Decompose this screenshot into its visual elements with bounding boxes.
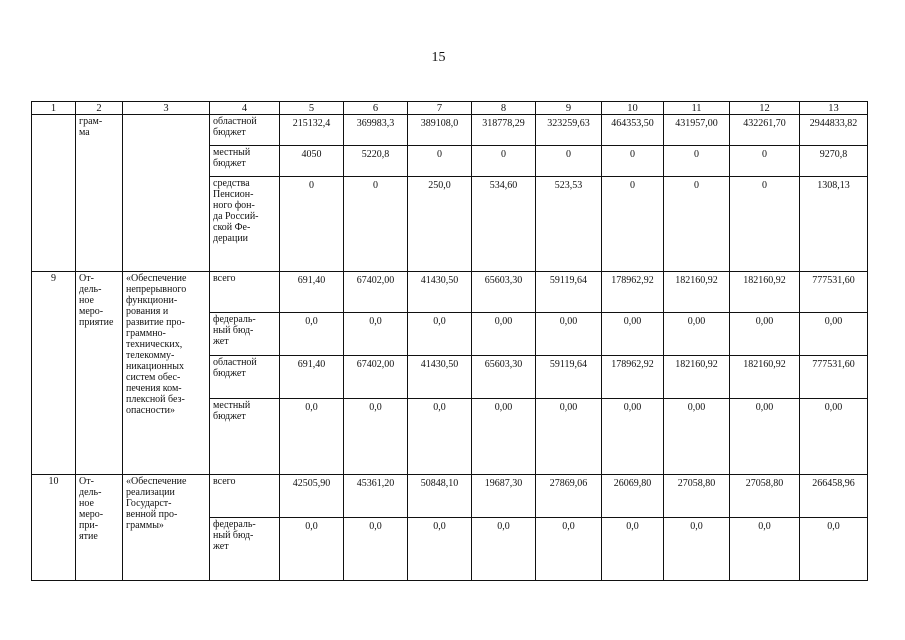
table-row	[32, 115, 868, 146]
value-cell: 389108,0	[408, 115, 472, 146]
value-cell: 0,0	[280, 518, 344, 581]
value-cell: 0	[344, 177, 408, 272]
value-cell: 0,0	[280, 399, 344, 475]
value-cell: 0,0	[664, 518, 730, 581]
value-cell: 318778,29	[472, 115, 536, 146]
value-cell: 27058,80	[730, 475, 800, 518]
value-cell: 42505,90	[280, 475, 344, 518]
value-cell: 0,00	[664, 313, 730, 356]
item-name-cell	[123, 115, 210, 272]
value-cell: 464353,50	[602, 115, 664, 146]
value-cell: 0,00	[664, 399, 730, 475]
value-cell: 0	[730, 146, 800, 177]
value-cell: 0,00	[730, 399, 800, 475]
value-cell: 9270,8	[800, 146, 868, 177]
value-cell: 0,0	[800, 518, 868, 581]
value-cell: 27058,80	[664, 475, 730, 518]
funding-source-cell: средства Пенсион- ного фон- да Россий- ской Фе- дерации	[210, 177, 280, 272]
value-cell: 1308,13	[800, 177, 868, 272]
value-cell: 369983,3	[344, 115, 408, 146]
value-cell: 27869,06	[536, 475, 602, 518]
value-cell: 178962,92	[602, 272, 664, 313]
value-cell: 0	[602, 177, 664, 272]
funding-source-cell: всего	[210, 272, 280, 313]
value-cell: 41430,50	[408, 356, 472, 399]
value-cell: 0	[602, 146, 664, 177]
value-cell: 0,0	[408, 399, 472, 475]
value-cell: 777531,60	[800, 272, 868, 313]
value-cell: 182160,92	[730, 272, 800, 313]
funding-source-cell: местный бюджет	[210, 146, 280, 177]
page-number: 15	[431, 50, 446, 65]
value-cell: 0,00	[536, 313, 602, 356]
value-cell: 65603,30	[472, 356, 536, 399]
item-name-cell: «Обеспечение реализации Государст- венной про- граммы»	[123, 475, 210, 581]
value-cell: 323259,63	[536, 115, 602, 146]
value-cell: 0	[472, 146, 536, 177]
value-cell: 0	[280, 177, 344, 272]
value-cell: 0,00	[730, 313, 800, 356]
funding-source-cell: местный бюджет	[210, 399, 280, 475]
value-cell: 0,0	[344, 518, 408, 581]
value-cell: 182160,92	[664, 272, 730, 313]
table-row	[32, 272, 868, 313]
item-name-cell: «Обеспечение непрерывного функциони- рования и развитие про- граммно- технических, телекомму- никационных систем обес- печения ком- плексной без- опасности»	[123, 272, 210, 475]
value-cell: 0,00	[800, 399, 868, 475]
value-cell: 178962,92	[602, 356, 664, 399]
value-cell: 777531,60	[800, 356, 868, 399]
value-cell: 0,00	[472, 313, 536, 356]
value-cell: 0,0	[602, 518, 664, 581]
value-cell: 182160,92	[664, 356, 730, 399]
value-cell: 691,40	[280, 356, 344, 399]
value-cell: 67402,00	[344, 356, 408, 399]
value-cell: 41430,50	[408, 272, 472, 313]
item-type-cell: грам- ма	[76, 115, 123, 272]
value-cell: 691,40	[280, 272, 344, 313]
column-header: 8	[472, 102, 536, 115]
value-cell: 0,0	[536, 518, 602, 581]
column-header: 11	[664, 102, 730, 115]
value-cell: 0,00	[536, 399, 602, 475]
value-cell: 432261,70	[730, 115, 800, 146]
funding-source-cell: областной бюджет	[210, 115, 280, 146]
value-cell: 0	[408, 146, 472, 177]
value-cell: 59119,64	[536, 272, 602, 313]
column-header: 4	[210, 102, 280, 115]
value-cell: 26069,80	[602, 475, 664, 518]
value-cell: 0,00	[472, 399, 536, 475]
column-header: 9	[536, 102, 602, 115]
value-cell: 67402,00	[344, 272, 408, 313]
value-cell: 19687,30	[472, 475, 536, 518]
value-cell: 0,0	[280, 313, 344, 356]
value-cell: 0,00	[602, 399, 664, 475]
value-cell: 4050	[280, 146, 344, 177]
column-header: 1	[32, 102, 76, 115]
column-header: 10	[602, 102, 664, 115]
row-number-cell: 10	[32, 475, 76, 581]
column-header: 5	[280, 102, 344, 115]
column-header: 2	[76, 102, 123, 115]
value-cell: 65603,30	[472, 272, 536, 313]
row-number-cell	[32, 115, 76, 272]
column-header: 3	[123, 102, 210, 115]
value-cell: 0	[664, 177, 730, 272]
value-cell: 431957,00	[664, 115, 730, 146]
value-cell: 0	[664, 146, 730, 177]
item-type-cell: От- дель- ное меро- при- ятие	[76, 475, 123, 581]
item-type-cell: От- дель- ное меро- приятие	[76, 272, 123, 475]
value-cell: 0,0	[408, 518, 472, 581]
funding-source-cell: областной бюджет	[210, 356, 280, 399]
value-cell: 0	[730, 177, 800, 272]
value-cell: 0,0	[344, 313, 408, 356]
funding-source-cell: федераль- ный бюд- жет	[210, 313, 280, 356]
column-header: 6	[344, 102, 408, 115]
value-cell: 45361,20	[344, 475, 408, 518]
value-cell: 0	[536, 146, 602, 177]
value-cell: 182160,92	[730, 356, 800, 399]
column-header: 13	[800, 102, 868, 115]
funding-source-cell: федераль- ный бюд- жет	[210, 518, 280, 581]
value-cell: 215132,4	[280, 115, 344, 146]
value-cell: 59119,64	[536, 356, 602, 399]
value-cell: 250,0	[408, 177, 472, 272]
value-cell: 0,0	[472, 518, 536, 581]
value-cell: 266458,96	[800, 475, 868, 518]
value-cell: 0,00	[800, 313, 868, 356]
value-cell: 0,0	[408, 313, 472, 356]
value-cell: 0,0	[344, 399, 408, 475]
value-cell: 0,00	[602, 313, 664, 356]
row-number-cell: 9	[32, 272, 76, 475]
value-cell: 534,60	[472, 177, 536, 272]
column-header: 12	[730, 102, 800, 115]
column-header: 7	[408, 102, 472, 115]
value-cell: 2944833,82	[800, 115, 868, 146]
value-cell: 0,0	[730, 518, 800, 581]
value-cell: 5220,8	[344, 146, 408, 177]
funding-source-cell: всего	[210, 475, 280, 518]
header-row	[32, 102, 868, 115]
value-cell: 50848,10	[408, 475, 472, 518]
table-row	[32, 475, 868, 518]
budget-table	[31, 101, 868, 581]
value-cell: 523,53	[536, 177, 602, 272]
